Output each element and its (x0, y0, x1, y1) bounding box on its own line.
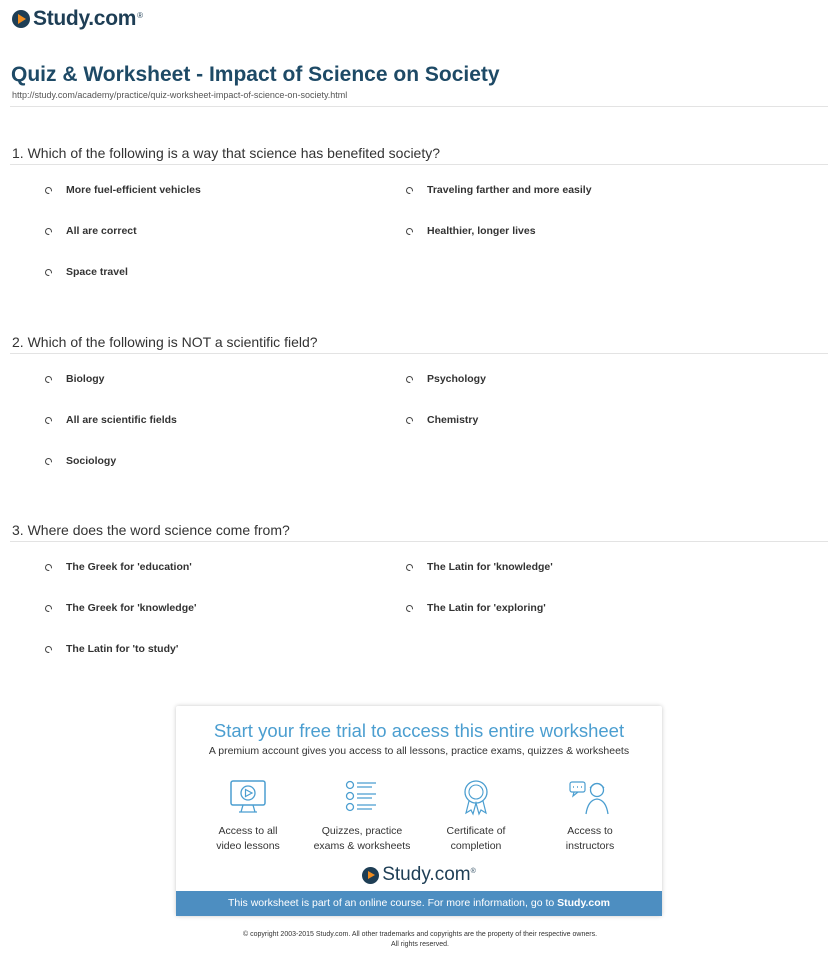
copyright-line: All rights reserved. (391, 941, 449, 948)
radio-icon[interactable] (406, 417, 413, 424)
answer-option[interactable]: Healthier, longer lives (406, 225, 536, 237)
feature-certificate (426, 778, 526, 854)
radio-icon[interactable] (406, 228, 413, 235)
instructor-icon (568, 778, 612, 816)
certificate-icon (456, 778, 496, 816)
promo-studycom-logo[interactable] (176, 864, 662, 886)
promo-title[interactable]: Start your free trial to access this entire worksheet (213, 720, 625, 741)
answer-option[interactable]: The Greek for 'education' (45, 561, 192, 573)
radio-icon[interactable] (45, 269, 52, 276)
course-info-bar (176, 891, 662, 916)
page-url: http://study.com/academy/practice/quiz-worksheet-impact-of-science-on-society.html (12, 90, 348, 100)
feature-label: completion (450, 840, 502, 852)
video-lesson-icon (228, 778, 268, 816)
promo-subtitle: A premium account gives you access to all lessons, practice exams, quizzes & worksheets (208, 745, 630, 757)
radio-icon[interactable] (45, 646, 52, 653)
answer-option[interactable]: Psychology (406, 373, 486, 385)
radio-icon[interactable] (45, 458, 52, 465)
bar-text: This worksheet is part of an online course. For more information, go to (227, 897, 558, 909)
radio-icon[interactable] (45, 228, 52, 235)
divider (10, 106, 828, 107)
answer-option[interactable]: The Latin for 'exploring' (406, 602, 546, 614)
answer-option[interactable]: The Latin for 'to study' (45, 643, 178, 655)
divider (10, 164, 828, 165)
radio-icon[interactable] (45, 187, 52, 194)
answer-option[interactable]: Space travel (45, 266, 128, 278)
radio-icon[interactable] (406, 187, 413, 194)
question-1: 1. Which of the following is a way that science has benefited society? (12, 145, 441, 161)
copyright-footer (0, 930, 840, 950)
radio-icon[interactable] (45, 564, 52, 571)
feature-video-lessons (198, 778, 298, 854)
promo-logo-text: Study.com (382, 864, 471, 885)
feature-label: instructors (565, 840, 615, 852)
studycom-logo[interactable] (12, 8, 143, 30)
radio-icon[interactable] (406, 376, 413, 383)
answer-option[interactable]: All are scientific fields (45, 414, 177, 426)
answer-option[interactable]: Biology (45, 373, 105, 385)
answer-option[interactable]: The Greek for 'knowledge' (45, 602, 196, 614)
answer-option[interactable]: Sociology (45, 455, 116, 467)
logo-text: Study.com (33, 7, 137, 30)
radio-icon[interactable] (406, 564, 413, 571)
feature-label: Quizzes, practice (321, 825, 403, 837)
feature-quizzes (312, 778, 412, 854)
logo-trademark: ® (137, 10, 143, 20)
divider (10, 353, 828, 354)
feature-label: video lessons (216, 840, 280, 852)
feature-label: Access to (567, 825, 613, 837)
studycom-link[interactable]: Study.com (557, 897, 611, 909)
quiz-list-icon (342, 778, 382, 816)
feature-label: Certificate of (446, 825, 506, 837)
radio-icon[interactable] (45, 376, 52, 383)
question-3: 3. Where does the word science come from? (12, 522, 290, 538)
answer-option[interactable]: Traveling farther and more easily (406, 184, 592, 196)
radio-icon[interactable] (45, 417, 52, 424)
promo-logo-trademark: ® (470, 867, 476, 875)
answer-option[interactable]: The Latin for 'knowledge' (406, 561, 553, 573)
answer-option[interactable]: More fuel-efficient vehicles (45, 184, 201, 196)
answer-option[interactable]: Chemistry (406, 414, 478, 426)
page-title: Quiz & Worksheet - Impact of Science on Society (11, 63, 500, 86)
feature-label: exams & worksheets (313, 840, 411, 852)
radio-icon[interactable] (406, 605, 413, 612)
radio-icon[interactable] (45, 605, 52, 612)
play-logo-icon (362, 867, 379, 884)
answer-option[interactable]: All are correct (45, 225, 137, 237)
copyright-line: © copyright 2003-2015 Study.com. All other trademarks and copyrights are the property of their respective owners. (242, 931, 598, 938)
divider (10, 541, 828, 542)
feature-label: Access to all (218, 825, 278, 837)
free-trial-promo (176, 706, 662, 916)
feature-instructors (540, 778, 640, 854)
question-2: 2. Which of the following is NOT a scientific field? (12, 334, 318, 350)
play-logo-icon (12, 10, 30, 28)
